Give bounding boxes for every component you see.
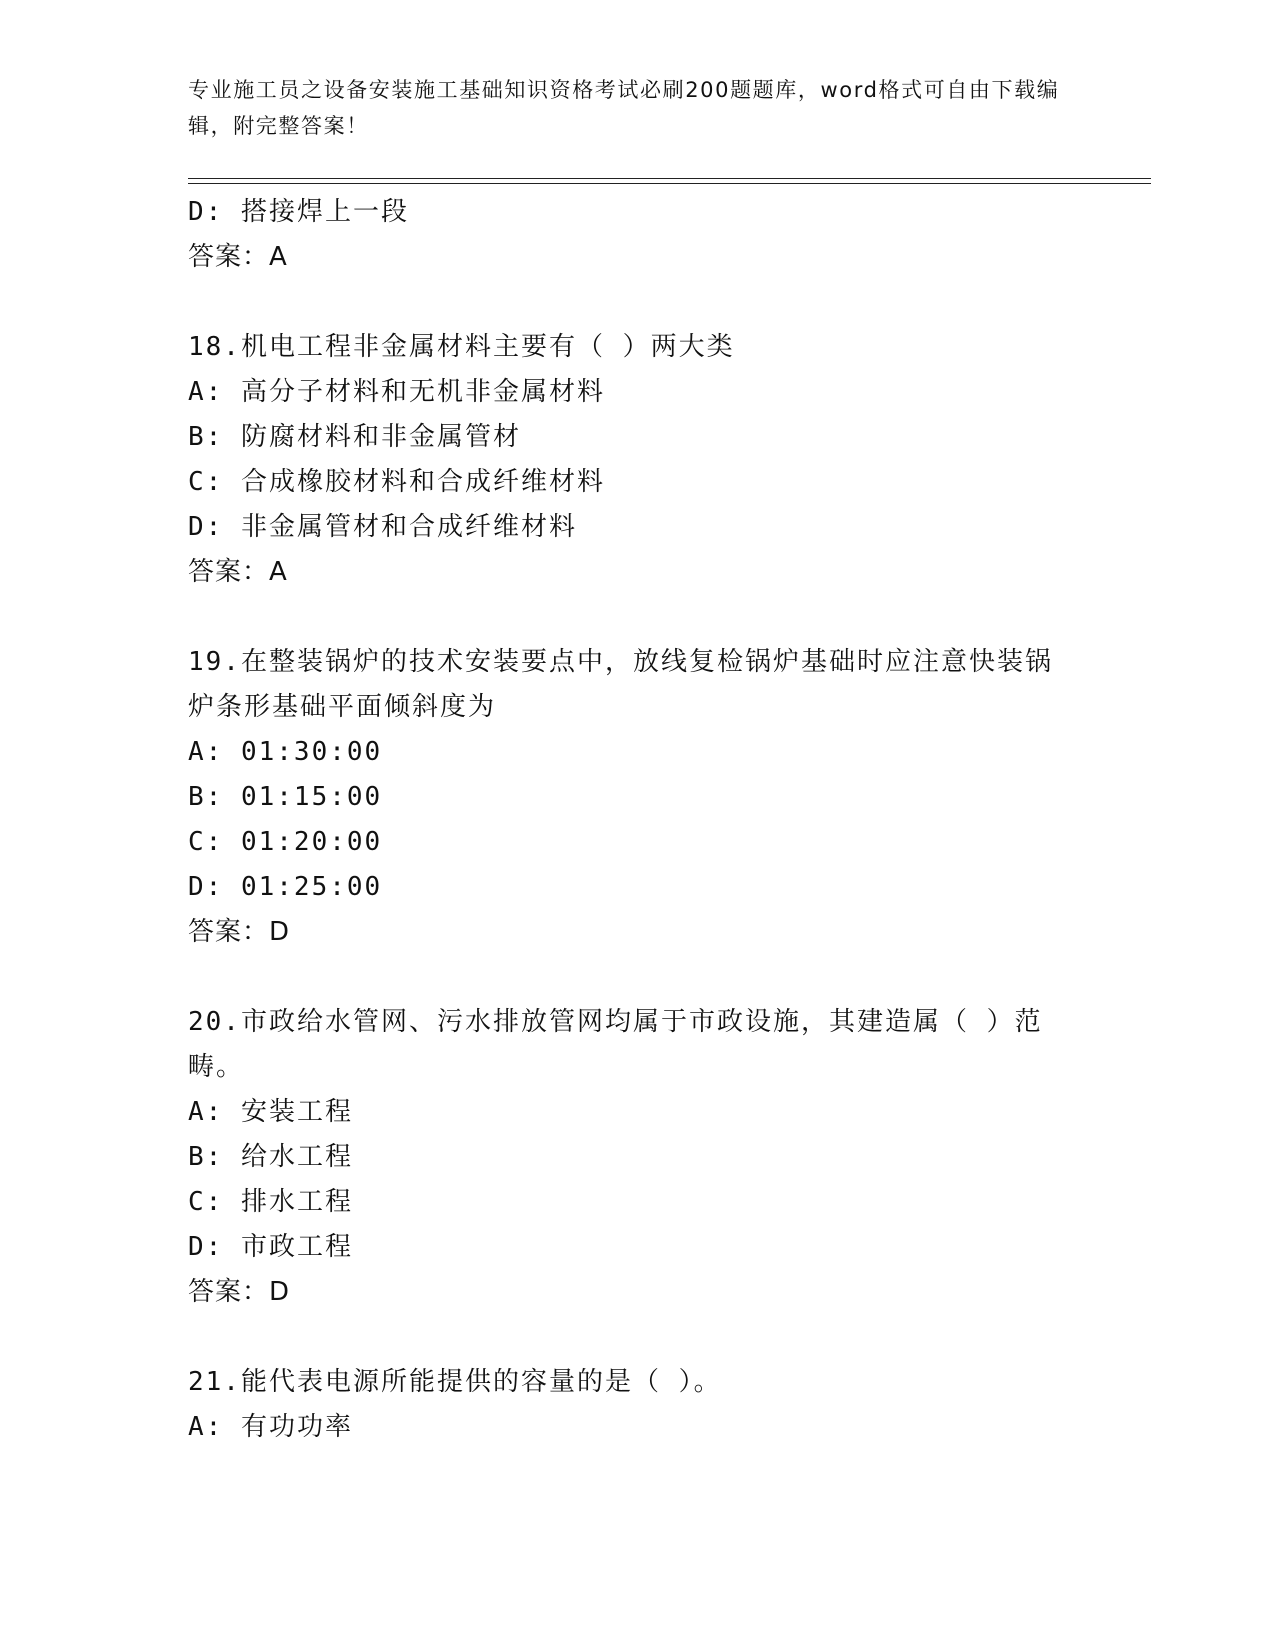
document-header: 专业施工员之设备安装施工基础知识资格考试必刷200题题库，word格式可自由下载编辑，附完整答案！: [188, 78, 1060, 138]
option-c: C: 合成橡胶材料和合成纤维材料: [188, 467, 605, 497]
question-18: [188, 325, 1088, 595]
option-c: C: 排水工程: [188, 1187, 353, 1217]
question-list: [188, 190, 1088, 1450]
option-d: D: 01:25:00: [188, 872, 383, 902]
spacer: [188, 955, 1088, 1000]
question-20: [188, 1000, 1088, 1315]
option-b: B: 01:15:00: [188, 782, 383, 812]
option-d: D: 搭接焊上一段: [188, 197, 409, 227]
question-title: 21.能代表电源所能提供的容量的是（ ）。: [188, 1367, 722, 1397]
header-rule-top: [188, 178, 1151, 179]
question-title: 18.机电工程非金属材料主要有（ ）两大类: [188, 332, 735, 362]
option-b: B: 给水工程: [188, 1142, 353, 1172]
question-title: 20.市政给水管网、污水排放管网均属于市政设施，其建造属（ ）范畴。: [188, 1007, 1043, 1082]
answer: 答案：A: [188, 242, 288, 272]
spacer: [188, 1315, 1088, 1360]
option-a: A: 安装工程: [188, 1097, 353, 1127]
spacer: [188, 280, 1088, 325]
answer: 答案：D: [188, 917, 291, 947]
question-19: [188, 640, 1088, 955]
option-a: A: 高分子材料和无机非金属材料: [188, 377, 605, 407]
answer: 答案：A: [188, 557, 288, 587]
question-title: 19.在整装锅炉的技术安装要点中，放线复检锅炉基础时应注意快装锅炉条形基础平面倾斜度为: [188, 647, 1053, 722]
answer: 答案：D: [188, 1277, 291, 1307]
option-d: D: 市政工程: [188, 1232, 353, 1262]
option-a: A: 01:30:00: [188, 737, 383, 767]
option-d: D: 非金属管材和合成纤维材料: [188, 512, 577, 542]
option-a: A: 有功功率: [188, 1412, 353, 1442]
option-c: C: 01:20:00: [188, 827, 383, 857]
spacer: [188, 595, 1088, 640]
header-rule-bottom: [188, 183, 1151, 184]
option-b: B: 防腐材料和非金属管材: [188, 422, 521, 452]
question-21: [188, 1360, 1088, 1450]
